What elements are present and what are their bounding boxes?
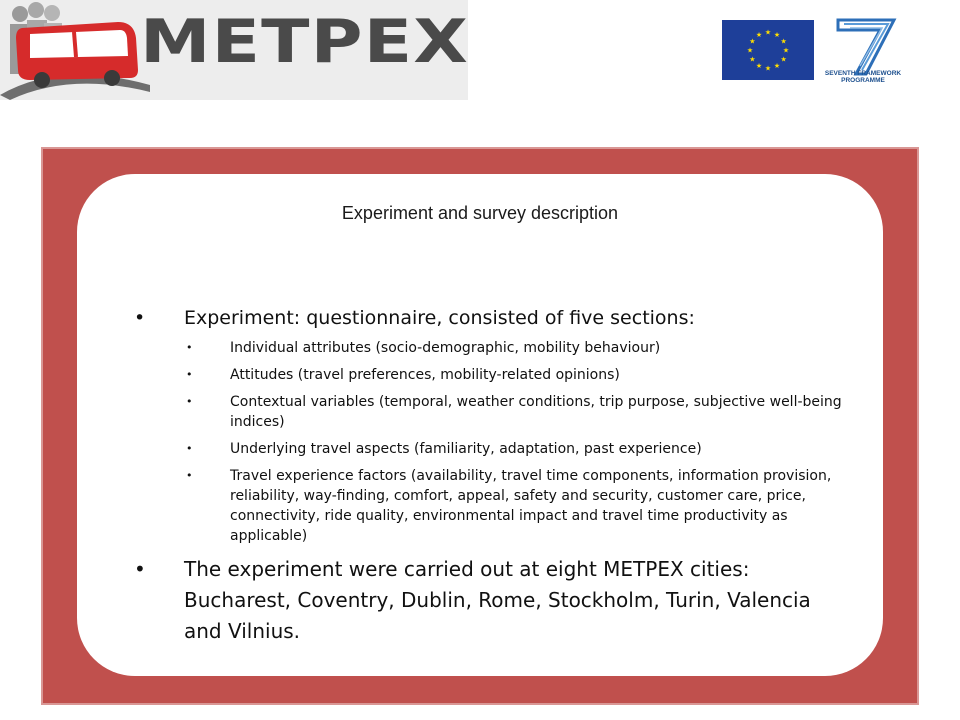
eu-star-icon: ★ <box>782 47 790 55</box>
sub-bullet-contextual-variables: • Contextual variables (temporal, weather conditions, trip purpose, subjective well-being indices) <box>134 392 854 432</box>
eu-star-icon: ★ <box>780 38 787 46</box>
eu-star-icon: ★ <box>764 29 772 37</box>
sub-bullet-underlying-aspects: • Underlying travel aspects (familiarity, adaptation, past experience) <box>134 439 854 459</box>
eu-star-icon: ★ <box>773 63 781 71</box>
slide-title: Experiment and survey description <box>341 203 619 223</box>
eu-flag-icon <box>722 20 814 80</box>
fp7-logo-icon <box>820 14 906 104</box>
metpex-logo-text: METPEX <box>140 7 470 77</box>
eu-star-icon: ★ <box>749 38 756 46</box>
eu-star-icon: ★ <box>764 65 772 73</box>
sub-bullet-individual-attributes: • Individual attributes (socio-demographic, mobility behaviour) <box>134 338 854 358</box>
eu-star-icon: ★ <box>746 47 754 55</box>
bullet-main-cities: • The experiment were carried out at eight METPEX cities: Bucharest, Coventry, Dublin, Rome, Stockholm, Turin, Valencia and Vilnius. <box>134 554 854 647</box>
sub-bullet-attitudes: • Attitudes (travel preferences, mobility-related opinions) <box>134 365 854 385</box>
eu-star-icon: ★ <box>755 31 763 39</box>
eu-star-icon: ★ <box>755 63 763 71</box>
bus-people-icon <box>0 0 160 100</box>
sub-bullet-experience-factors: • Travel experience factors (availability, travel time components, information provision, reliability, way-finding, comfort, appeal, safety and security, customer care, price, connectivity, ride quality, environmental impact and travel time productivity as applicable) <box>134 466 854 546</box>
bullet-main-experiment: • Experiment: questionnaire, consisted of five sections: <box>134 306 854 331</box>
eu-star-icon: ★ <box>749 56 756 64</box>
bullet-list <box>134 306 854 647</box>
eu-star-icon: ★ <box>773 31 781 39</box>
metpex-logo <box>0 0 468 100</box>
fp7-label: SEVENTH FRAMEWORK PROGRAMME <box>824 70 902 84</box>
eu-star-icon: ★ <box>780 56 787 64</box>
